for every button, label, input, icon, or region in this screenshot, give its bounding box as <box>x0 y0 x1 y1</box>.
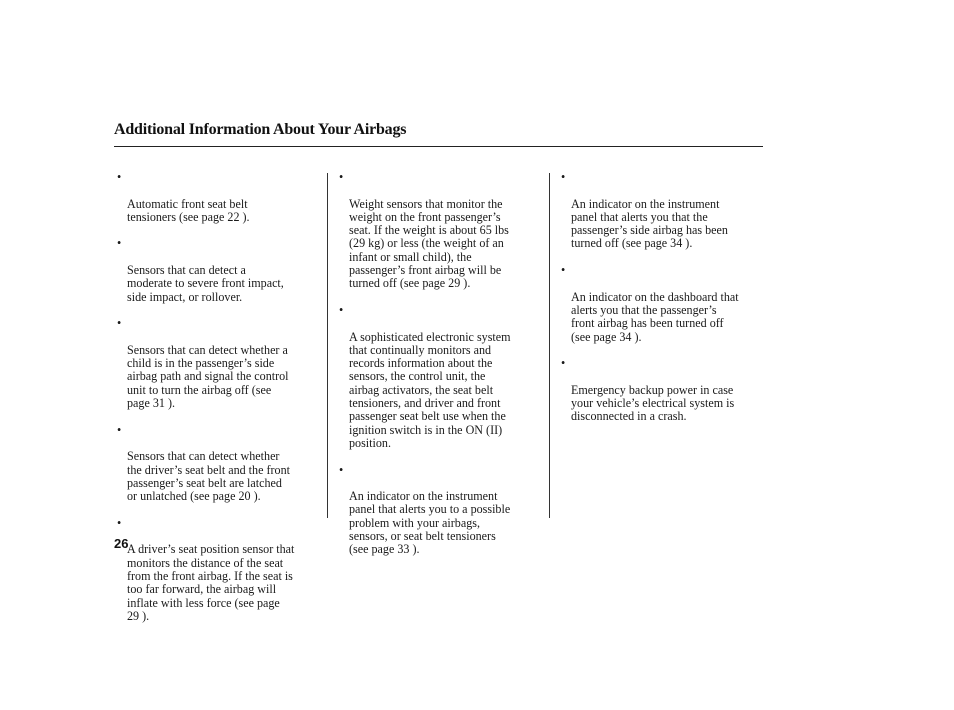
bullet-icon: • <box>117 170 122 184</box>
list-item <box>117 317 323 410</box>
list-item-text: Sensors that can detect whether the driver’s seat belt and the front passenger’s seat belt are latched or unlatched (see page 20 ). <box>127 449 290 504</box>
column-3 <box>561 171 767 437</box>
column-divider-1 <box>327 173 328 518</box>
list-item-text: An indicator on the instrument panel that alerts you that the passenger’s side airbag has been turned off (see page 34 ). <box>571 196 728 251</box>
bullet-icon: • <box>561 356 566 371</box>
list-item-text: Weight sensors that monitor the weight on the front passenger’s seat. If the weight is about 65 lbs (29 kg) or less (the weight of an infant or small child), the passenger’s front airbag will be turned off (see page 29 ). <box>349 196 509 291</box>
list-item-text: A sophisticated electronic system that continually monitors and records information about the sensors, the control unit, the airbag activators, the seat belt tensioners, and driver and front passenger seat belt use when the ignition switch is in the ON (II) position. <box>349 329 511 450</box>
bullet-icon: • <box>561 170 566 184</box>
list-item <box>339 464 545 557</box>
list-item <box>117 237 323 303</box>
list-item-text: An indicator on the dashboard that alerts you that the passenger’s front airbag has been turned off (see page 34 ). <box>571 289 739 344</box>
bullet-icon: • <box>339 170 344 184</box>
list-item <box>561 264 767 344</box>
title-rule <box>114 146 763 147</box>
list-item <box>117 171 323 224</box>
column-2 <box>339 171 545 570</box>
list-item-text: A driver’s seat position sensor that monitors the distance of the seat from the front airbag. If the seat is too far forward, the airbag will inflate with less force (see page 29 ). <box>127 542 295 623</box>
list-item <box>561 357 767 423</box>
bullet-icon: • <box>339 302 344 317</box>
column-divider-2 <box>549 173 550 518</box>
page-title: Additional Information About Your Airbags <box>114 121 407 138</box>
list-item <box>561 171 767 251</box>
list-item-text: An indicator on the instrument panel that alerts you to a possible problem with your airbags, sensors, or seat belt tensioners (see page 33 ). <box>349 489 511 557</box>
list-item <box>117 424 323 504</box>
bullet-icon: • <box>117 236 122 251</box>
bullet-icon: • <box>117 515 122 530</box>
list-item <box>339 171 545 291</box>
bullet-icon: • <box>339 462 344 477</box>
bullet-icon: • <box>561 263 566 278</box>
list-item-text: Automatic front seat belt tensioners (see page 22 ). <box>127 196 250 224</box>
list-item-text: Emergency backup power in case your vehicle’s electrical system is disconnected in a crash. <box>571 382 735 424</box>
page-number: 26 <box>114 536 129 551</box>
column-1 <box>117 171 323 636</box>
bullet-icon: • <box>117 422 122 437</box>
list-item <box>117 517 323 623</box>
bullet-icon: • <box>117 316 122 331</box>
list-item-text: Sensors that can detect whether a child is in the passenger’s side airbag path and signal the control unit to turn the airbag off (see page 31 ). <box>127 342 289 411</box>
list-item-text: Sensors that can detect a moderate to severe front impact, side impact, or rollover. <box>127 263 284 304</box>
list-item <box>339 304 545 450</box>
